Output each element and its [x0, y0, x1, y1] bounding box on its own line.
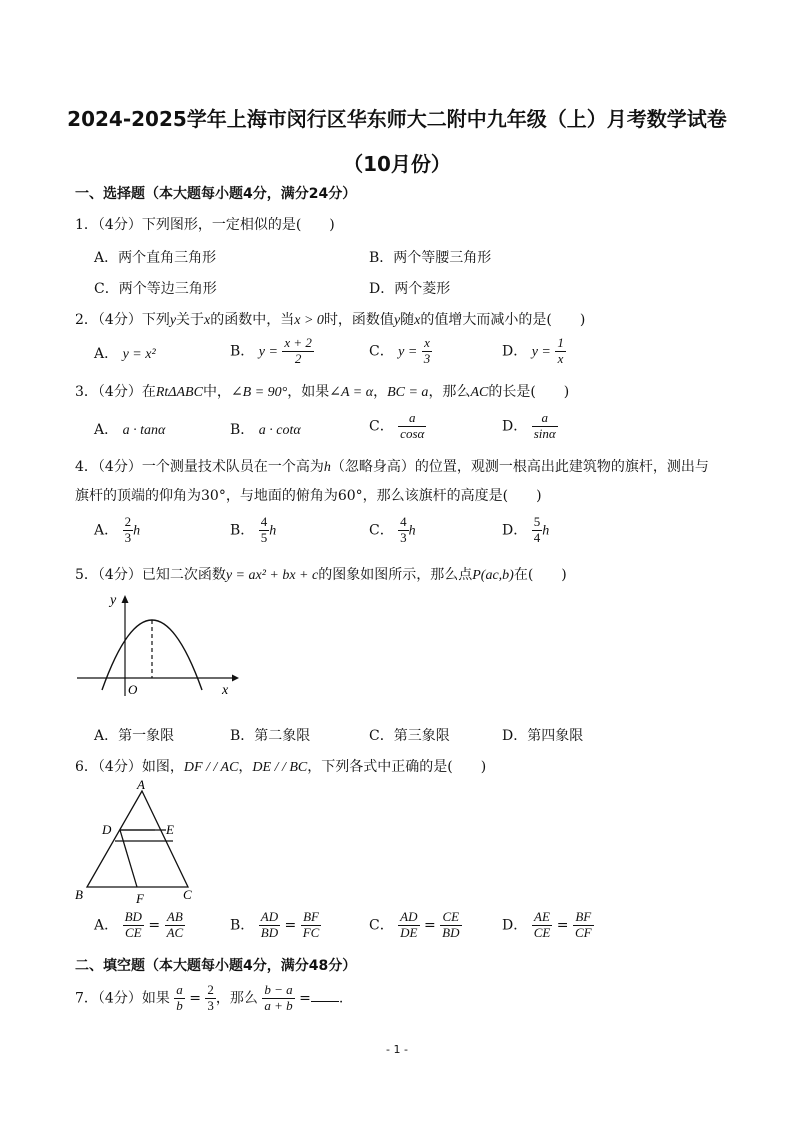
q5-parabola-figure — [72, 590, 242, 700]
label-d: D — [102, 822, 112, 837]
page-number: - 1 - — [386, 1043, 408, 1056]
q2-option-a: A． y = x² — [94, 346, 156, 362]
q1-option-b: B．两个等腰三角形 — [369, 250, 492, 266]
q6-option-a: A． $\frac{BD}{CE}$ = $\frac{AB}{AC}$ — [94, 909, 184, 940]
triangle-abc — [87, 791, 188, 887]
question-4-stem-line1: 4．（4分）一个测量技术队员在一个高为h（忽略身高）的位置，观测一根高出此建筑物的旗杆，测出与 — [75, 459, 709, 475]
q6-option-c: C． $\frac{AD}{DE}$ = $\frac{CE}{BD}$ — [369, 909, 460, 940]
q5-option-d: D．第四象限 — [502, 728, 584, 744]
x-axis-label: x — [222, 683, 229, 698]
page-title-line1: 2024-2025学年上海市闵行区华东师大二附中九年级（上）月考数学试卷 — [67, 107, 727, 131]
question-1-stem: 1．（4分）下列图形，一定相似的是( ) — [75, 217, 335, 233]
q3-option-d: D． $\frac{a}{\sin\alpha}$ — [502, 410, 556, 441]
question-4-stem-line2: 旗杆的顶端的仰角为30°，与地面的俯角为60°，那么该旗杆的高度是( ) — [75, 488, 542, 504]
label-e: E — [166, 822, 174, 837]
q2-option-d: D． y = $\frac{1}{x}$ — [502, 335, 564, 366]
label-f: F — [136, 891, 144, 906]
question-7-stem: 7．（4分）如果 $\frac{a}{b}$ = $\frac{2}{3}$ ，那么 $\frac{b - a}{a + b}$ = . — [75, 982, 344, 1013]
q1-option-a: A．两个直角三角形 — [94, 250, 217, 266]
q2-option-b: B． y = $\frac{x + 2}{2}$ — [230, 335, 312, 366]
question-3-stem: 3．（4分）在RtΔABC中，∠B = 90°，如果∠A = α，BC = a，那么AC的长是( ) — [75, 384, 570, 400]
segment-df — [120, 830, 137, 887]
q4-option-a: A． $\frac{2}{3}$ h — [94, 514, 141, 545]
q4-option-d: D． $\frac{5}{4}$ h — [502, 514, 550, 545]
q4-option-b: B． $\frac{4}{5}$ h — [230, 514, 277, 545]
q7-answer-blank[interactable] — [311, 989, 339, 1002]
label-b: B — [75, 887, 83, 902]
q4-option-c: C． $\frac{4}{3}$ h — [369, 514, 416, 545]
question-5-stem: 5．（4分）已知二次函数y = ax² + bx + c的图象如图所示，那么点P(ac,b)在( ) — [75, 567, 567, 583]
q2-option-c: C． y = $\frac{x}{3}$ — [369, 335, 431, 366]
q5-option-a: A．第一象限 — [94, 728, 175, 744]
q1-option-d: D．两个菱形 — [369, 281, 451, 297]
section-heading-choice: 一、选择题（本大题每小题4分，满分24分） — [75, 186, 357, 202]
question-2-stem: 2．（4分）下列y关于x的函数中，当x > 0时，函数值y随x的值增大而减小的是( ) — [75, 312, 586, 328]
label-c: C — [183, 887, 192, 902]
q3-option-b: B． a · cotα — [230, 422, 301, 438]
question-6-stem: 6．（4分）如图，DF / / AC，DE / / BC，下列各式中正确的是( ) — [75, 759, 487, 775]
q3-option-a: A． a · tanα — [94, 422, 166, 438]
page-title-line2: （10月份） — [343, 152, 451, 176]
q1-option-c: C．两个等边三角形 — [94, 281, 217, 297]
q6-option-b: B． $\frac{AD}{BD}$ = $\frac{BF}{FC}$ — [230, 909, 320, 940]
y-axis-label: y — [110, 593, 117, 608]
origin-label: O — [128, 682, 138, 697]
q6-triangle-figure — [70, 778, 200, 908]
q5-option-c: C．第三象限 — [369, 728, 450, 744]
q3-option-c: C． $\frac{a}{\cos\alpha}$ — [369, 410, 425, 441]
q6-option-d: D． $\frac{AE}{CE}$ = $\frac{BF}{CF}$ — [502, 909, 592, 940]
x-axis-arrow — [232, 675, 239, 682]
y-axis-arrow — [122, 595, 129, 603]
q5-option-b: B．第二象限 — [230, 728, 311, 744]
label-a: A — [137, 778, 145, 792]
section-heading-fill: 二、填空题（本大题每小题4分，满分48分） — [75, 958, 357, 974]
